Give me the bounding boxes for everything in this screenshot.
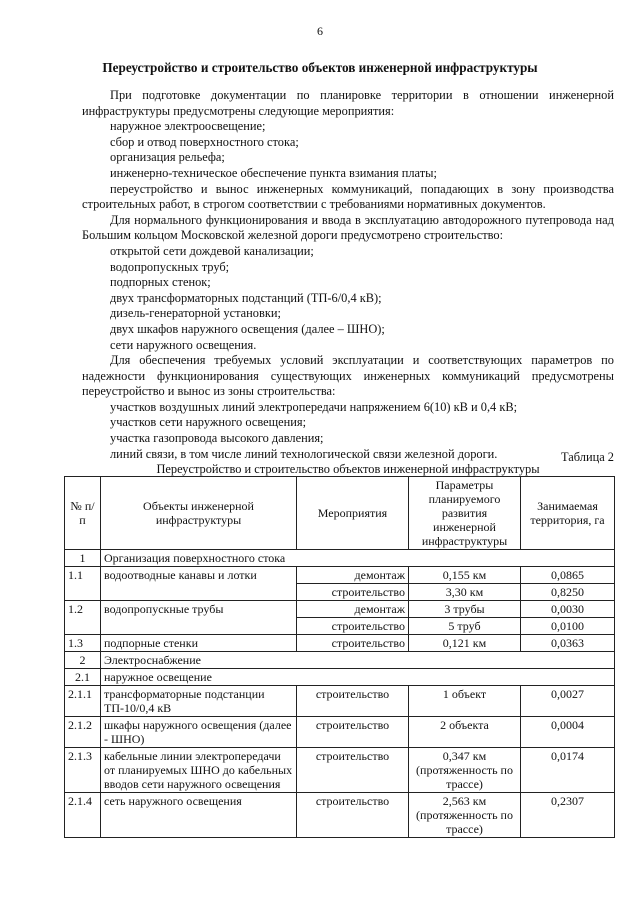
cell-params: 0,155 км bbox=[409, 567, 521, 584]
cell-params: 2,563 км (протяженность по трассе) bbox=[409, 793, 521, 838]
cell-area: 0,0865 bbox=[521, 567, 615, 584]
cell-num: 1.3 bbox=[65, 635, 101, 652]
header-action: Мероприятия bbox=[297, 477, 409, 550]
table-title: Переустройство и строительство объектов инженерной инфраструктуры bbox=[156, 462, 540, 476]
cell-action: демонтаж bbox=[297, 601, 409, 618]
cell-num: 2.1.3 bbox=[65, 748, 101, 793]
cell-num: 2 bbox=[65, 652, 101, 669]
document-body bbox=[82, 88, 614, 462]
header-object: Объекты инженерной инфраструктуры bbox=[101, 477, 297, 550]
cell-num: 1.2 bbox=[65, 601, 101, 635]
table-row bbox=[65, 793, 615, 838]
list-item: подпорных стенок; bbox=[110, 275, 211, 290]
cell-num: 1 bbox=[65, 550, 101, 567]
cell-area: 0,0030 bbox=[521, 601, 615, 618]
cell-action: строительство bbox=[297, 793, 409, 838]
table-row bbox=[65, 748, 615, 793]
list-item: участка газопровода высокого давления; bbox=[110, 431, 324, 446]
list-item: сети наружного освещения. bbox=[110, 337, 257, 352]
header-params: Параметры планируемого развития инженерной инфраструктуры bbox=[409, 477, 521, 550]
cell-object: шкафы наружного освещения (далее - ШНО) bbox=[101, 717, 297, 748]
list-item: двух трансформаторных подстанций (ТП-6/0,4 кВ); bbox=[110, 290, 382, 305]
page-title: Переустройство и строительство объектов инженерной инфраструктуры bbox=[102, 60, 538, 75]
cell-object: трансформаторные подстанции ТП-10/0,4 кВ bbox=[101, 686, 297, 717]
table-row bbox=[65, 550, 615, 567]
cell-area: 0,8250 bbox=[521, 584, 615, 601]
table-row bbox=[65, 601, 615, 618]
cell-object: сеть наружного освещения bbox=[101, 793, 297, 838]
cell-object: водоотводные канавы и лотки bbox=[101, 567, 297, 601]
cell-params: 2 объекта bbox=[409, 717, 521, 748]
cell-area: 0,0174 bbox=[521, 748, 615, 793]
cell-area: 0,2307 bbox=[521, 793, 615, 838]
cell-action: строительство bbox=[297, 635, 409, 652]
cell-num: 2.1.4 bbox=[65, 793, 101, 838]
infrastructure-table bbox=[64, 476, 615, 838]
cell-num: 2.1.1 bbox=[65, 686, 101, 717]
list-item: дизель-генераторной установки; bbox=[110, 306, 281, 321]
cell-action: строительство bbox=[297, 717, 409, 748]
cell-action: демонтаж bbox=[297, 567, 409, 584]
list-item: организация рельефа; bbox=[110, 150, 225, 165]
table-row bbox=[65, 669, 615, 686]
cell-num: 2.1.2 bbox=[65, 717, 101, 748]
cell-params: 3 трубы bbox=[409, 601, 521, 618]
cell-action: строительство bbox=[297, 584, 409, 601]
list-item: переустройство и вынос инженерных коммуникаций, попадающих в зону производства строительных работ, в строгом соответствии с требованиями нормативных документов. bbox=[82, 181, 614, 212]
cell-object: подпорные стенки bbox=[101, 635, 297, 652]
table-row bbox=[65, 635, 615, 652]
list-item: линий связи, в том числе линий технологической связи железной дороги. bbox=[110, 446, 498, 461]
page-number: 6 bbox=[317, 24, 323, 38]
list-item: участков воздушных линий электропередачи напряжением 6(10) кВ и 0,4 кВ; bbox=[110, 399, 518, 414]
cell-object: водопропускные трубы bbox=[101, 601, 297, 635]
cell-params: 5 труб bbox=[409, 618, 521, 635]
list-item: двух шкафов наружного освещения (далее – ШНО); bbox=[110, 321, 385, 336]
table-label: Таблица 2 bbox=[561, 450, 614, 464]
cell-num: 1.1 bbox=[65, 567, 101, 601]
provision-paragraph: Для обеспечения требуемых условий эксплуатации и соответствующих параметров по надежности функционирования существующих инженерных коммуникаций предусмотрены переустройство и вынос из зоны строительства: bbox=[82, 353, 614, 399]
list-item: участков сети наружного освещения; bbox=[110, 415, 307, 430]
cell-action: строительство bbox=[297, 686, 409, 717]
cell-params: 1 объект bbox=[409, 686, 521, 717]
table-header-row bbox=[65, 477, 615, 550]
table-row bbox=[65, 567, 615, 584]
cell-section: наружное освещение bbox=[101, 669, 615, 686]
normal-intro-paragraph: Для нормального функционирования и ввода в эксплуатацию автодорожного путепровода над Большим кольцом Московской железной дороги предусмотрено строительство: bbox=[82, 212, 614, 243]
cell-action: строительство bbox=[297, 618, 409, 635]
list-item: водопропускных труб; bbox=[110, 259, 230, 274]
header-num: № п/п bbox=[65, 477, 101, 550]
cell-num: 2.1 bbox=[65, 669, 101, 686]
cell-params: 0,347 км (протяженность по трассе) bbox=[409, 748, 521, 793]
cell-action: строительство bbox=[297, 748, 409, 793]
table-row bbox=[65, 717, 615, 748]
cell-section: Организация поверхностного стока bbox=[101, 550, 615, 567]
cell-params: 0,121 км bbox=[409, 635, 521, 652]
cell-object: кабельные линии электропередачи от планируемых ШНО до кабельных вводов сети наружного освещения bbox=[101, 748, 297, 793]
list-item: сбор и отвод поверхностного стока; bbox=[110, 134, 299, 149]
cell-area: 0,0100 bbox=[521, 618, 615, 635]
list-item: открытой сети дождевой канализации; bbox=[110, 243, 314, 258]
cell-section: Электроснабжение bbox=[101, 652, 615, 669]
intro-paragraph: При подготовке документации по планировке территории в отношении инженерной инфраструктуры предусмотрены следующие мероприятия: bbox=[82, 88, 614, 118]
list-item: инженерно-техническое обеспечение пункта взимания платы; bbox=[110, 165, 437, 180]
cell-area: 0,0363 bbox=[521, 635, 615, 652]
table-row bbox=[65, 652, 615, 669]
cell-area: 0,0027 bbox=[521, 686, 615, 717]
cell-params: 3,30 км bbox=[409, 584, 521, 601]
table-row bbox=[65, 686, 615, 717]
cell-area: 0,0004 bbox=[521, 717, 615, 748]
header-area: Занимаемая территория, га bbox=[521, 477, 615, 550]
list-item: наружное электроосвещение; bbox=[110, 119, 266, 134]
